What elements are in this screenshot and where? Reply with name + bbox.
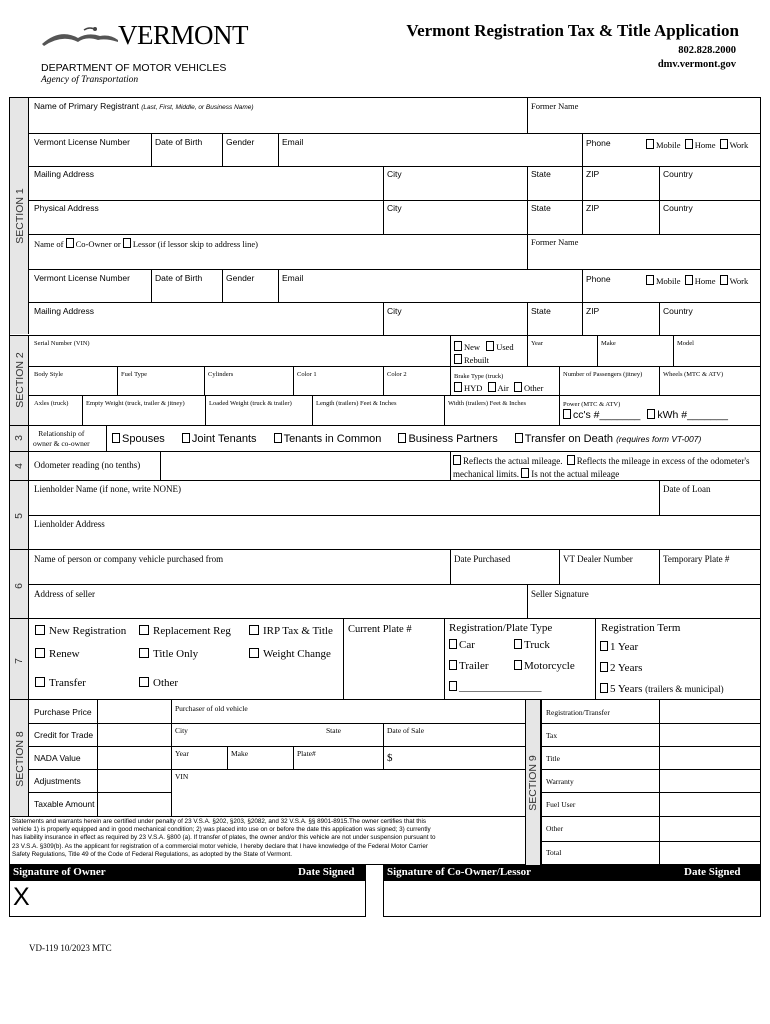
weight-change-label: Weight Change — [263, 648, 331, 660]
fuel-type-field[interactable]: Fuel Type — [121, 371, 147, 378]
registration-term-heading: Registration Term — [601, 622, 681, 634]
motorcycle-label: Motorcycle — [524, 660, 575, 672]
fee-warranty[interactable]: Warranty — [546, 777, 574, 786]
relationship-options — [112, 433, 701, 445]
vehicle-model-field[interactable]: Model — [677, 340, 694, 347]
section-1-label: SECTION 1 — [14, 188, 26, 244]
tenants-common-label: Tenants in Common — [283, 433, 382, 445]
transfer-label: Transfer — [49, 677, 86, 689]
physical-state-field[interactable]: State — [531, 203, 551, 213]
home-checkbox[interactable] — [685, 139, 693, 149]
car-checkbox[interactable] — [449, 639, 457, 649]
email-field[interactable]: Email — [282, 137, 304, 147]
ccs-label: cc's #_______ — [573, 409, 641, 422]
irp-checkbox[interactable] — [249, 625, 259, 635]
phone-type-options — [646, 139, 748, 150]
relationship-line2: owner & co-owner — [33, 439, 90, 449]
business-partners-label: Business Partners — [408, 433, 498, 445]
fee-total[interactable]: Total — [546, 848, 562, 857]
section-4-number: 4 — [13, 463, 25, 469]
new-registration-checkbox[interactable] — [35, 625, 45, 635]
temporary-plate-field[interactable]: Temporary Plate # — [663, 554, 730, 564]
passengers-field[interactable]: Number of Passengers (jitney) — [563, 371, 643, 378]
renew-label: Renew — [49, 648, 80, 660]
coowner-zip-field[interactable]: ZIP — [586, 306, 600, 316]
form-frame — [9, 97, 761, 865]
signature-x-mark: X — [13, 883, 30, 911]
coowner-gender-field[interactable]: Gender — [226, 273, 255, 283]
old-vin-field[interactable]: VIN — [175, 772, 189, 781]
replacement-reg-checkbox[interactable] — [139, 625, 149, 635]
coowner-home-label: Home — [694, 276, 716, 286]
coowner-mobile-checkbox[interactable] — [646, 275, 654, 285]
work-label: Work — [729, 140, 749, 150]
old-purchaser-field[interactable]: Purchaser of old vehicle — [175, 704, 248, 713]
weight-change-checkbox[interactable] — [249, 648, 259, 658]
old-year-field[interactable]: Year — [175, 749, 189, 758]
coowner-mobile-label: Mobile — [656, 276, 681, 286]
vehicle-make-field[interactable]: Make — [601, 340, 616, 347]
color1-field[interactable]: Color 1 — [297, 371, 317, 378]
trailer-label: Trailer — [459, 660, 489, 672]
certification-statement — [12, 818, 524, 859]
brake-other-label: Other — [524, 382, 544, 393]
excess-mileage-label: Reflects the mileage in excess of the — [576, 456, 709, 466]
purchase-price-field[interactable]: Purchase Price — [34, 707, 92, 717]
physical-address-field[interactable]: Physical Address — [34, 203, 99, 213]
brake-label: Brake Type (truck) — [454, 373, 504, 380]
plate-other-checkbox[interactable] — [449, 681, 457, 691]
credit-trade-field[interactable]: Credit for Trade — [34, 730, 94, 740]
irp-label: IRP Tax & Title — [263, 625, 333, 637]
one-year-label: 1 Year — [610, 641, 639, 653]
joint-tenants-checkbox[interactable] — [182, 433, 190, 443]
odometer-field[interactable]: Odometer reading (no tenths) — [34, 460, 141, 470]
physical-zip-field[interactable]: ZIP — [586, 203, 600, 213]
rebuilt-label: Rebuilt — [464, 354, 490, 365]
width-field[interactable]: Width (trailers) Feet & Inches — [448, 400, 527, 407]
dealer-number-field[interactable]: VT Dealer Number — [563, 554, 633, 564]
coowner-label-c: Lessor (if lessor skip to address line) — [132, 239, 258, 249]
air-label: Air — [497, 382, 509, 393]
lienholder-address-field[interactable]: Lienholder Address — [34, 519, 105, 529]
physical-country-field[interactable]: Country — [663, 203, 693, 213]
loaded-weight-field[interactable]: Loaded Weight (truck & trailer) — [209, 400, 292, 407]
replacement-reg-label: Replacement Reg — [153, 625, 231, 637]
purchased-from-field[interactable]: Name of person or company vehicle purchased from — [34, 554, 224, 564]
statement-line: vehicle 1) is properly equipped and in good mechanical condition; 2) was placed into use on or before the date this application was signed; 3) currently — [12, 826, 431, 834]
mailing-city-field[interactable]: City — [387, 169, 402, 179]
dmv-website: dmv.vermont.gov — [657, 59, 736, 70]
mailing-address-field[interactable]: Mailing Address — [34, 169, 95, 179]
tenants-common-checkbox[interactable] — [274, 433, 282, 443]
transfer-checkbox[interactable] — [35, 677, 45, 687]
coowner-label-a: Name of — [34, 239, 64, 249]
fee-registration-transfer[interactable]: Registration/Transfer — [546, 708, 610, 717]
mailing-state-field[interactable]: State — [531, 169, 551, 179]
phone-field[interactable]: Phone — [586, 138, 611, 148]
license-number-field[interactable]: Vermont License Number — [34, 137, 130, 147]
rebuilt-checkbox[interactable] — [454, 354, 462, 364]
business-partners-checkbox[interactable] — [398, 433, 406, 443]
actual-mileage-label: Reflects the actual mileage. — [463, 456, 563, 466]
used-checkbox[interactable] — [486, 341, 494, 351]
primary-name-hint: (Last, First, Middle, or Business Name) — [141, 104, 254, 111]
not-actual-label: Is not the actual mileage — [531, 469, 620, 480]
mountain-icon — [40, 24, 120, 48]
gender-field[interactable]: Gender — [226, 137, 255, 147]
work-checkbox[interactable] — [720, 139, 728, 149]
five-years-checkbox[interactable] — [600, 683, 608, 693]
renew-checkbox[interactable] — [35, 648, 45, 658]
transfer-on-death-label: Transfer on Death — [524, 433, 614, 445]
seller-address-field[interactable]: Address of seller — [34, 589, 95, 599]
joint-tenants-label: Joint Tenants — [191, 433, 257, 445]
old-city-field[interactable]: City — [175, 726, 188, 735]
spouses-label: Spouses — [122, 433, 165, 445]
coowner-signature-label: Signature of Co-Owner/Lessor — [387, 866, 532, 878]
current-plate-field[interactable]: Current Plate # — [348, 624, 412, 635]
fee-title[interactable]: Title — [546, 754, 560, 763]
date-purchased-field[interactable]: Date Purchased — [454, 554, 511, 564]
statement-line: Safety Regulations, Title 49 of the Code of Federal Regulations, as adopted by the State of Vermont. — [12, 850, 293, 858]
plate-other-line: _______________ — [459, 681, 542, 693]
title-only-checkbox[interactable] — [139, 648, 149, 658]
coowner-work-label: Work — [729, 276, 749, 286]
section-2-label: SECTION 2 — [14, 352, 26, 408]
section-9-label: SECTION 9 — [527, 755, 539, 811]
two-years-label: 2 Years — [610, 662, 643, 674]
lessor-checkbox[interactable] — [123, 238, 131, 248]
truck-label: Truck — [524, 639, 550, 651]
section-5-number: 5 — [13, 513, 25, 519]
coowner-signature-header — [383, 865, 761, 881]
department-name: DEPARTMENT OF MOTOR VEHICLES — [41, 62, 227, 74]
transfer-on-death-checkbox[interactable] — [515, 433, 523, 443]
coowner-phone-type-options — [646, 275, 748, 286]
owner-date-label: Date Signed — [298, 866, 355, 878]
relationship-line1: Relationship of — [38, 429, 85, 438]
statement-line: has liability insurance in effect as required by 23 V.S.A. §800 (a). If transfer of plates, the owner and/or this vehicle are not under suspension pursuant to — [12, 834, 436, 842]
relationship-label — [33, 429, 90, 449]
section-7-number: 7 — [13, 658, 25, 664]
other-checkbox[interactable] — [139, 677, 149, 687]
trailer-checkbox[interactable] — [449, 660, 457, 670]
coowner-license-field[interactable]: Vermont License Number — [34, 273, 130, 283]
air-checkbox[interactable] — [488, 382, 496, 392]
new-checkbox[interactable] — [454, 341, 462, 351]
form-title: Vermont Registration Tax & Title Application — [406, 21, 739, 40]
coowner-label-b: Co-Owner or — [75, 239, 121, 249]
owner-signature-label: Signature of Owner — [13, 866, 106, 878]
one-year-checkbox[interactable] — [600, 641, 608, 651]
statement-line: 23 V.S.A. §309(b). As the applicant for registration of a commercial motor vehicle, I hereby declare that I have knowledge of the Federal Motor Carrier — [12, 842, 428, 850]
nada-value-field[interactable]: NADA Value — [34, 753, 81, 763]
agency-name: Agency of Transportation — [41, 75, 139, 85]
actual-mileage-checkbox[interactable] — [453, 455, 461, 465]
loan-date-field[interactable]: Date of Loan — [663, 484, 711, 494]
coowner-signature-box[interactable] — [383, 881, 761, 917]
color2-field[interactable]: Color 2 — [387, 371, 407, 378]
mobile-checkbox[interactable] — [646, 139, 654, 149]
power-label: Power (MTC & ATV) — [563, 401, 621, 408]
sale-amount-field[interactable]: $ — [387, 752, 393, 764]
physical-city-field[interactable]: City — [387, 203, 402, 213]
body-style-field[interactable]: Body Style — [34, 371, 64, 378]
old-make-field[interactable]: Make — [231, 749, 249, 758]
old-plate-field[interactable]: Plate# — [297, 749, 316, 758]
seller-signature-field[interactable]: Seller Signature — [531, 589, 589, 599]
power-field — [563, 398, 728, 423]
other-label: Other — [153, 677, 179, 689]
adjustments-field[interactable]: Adjustments — [34, 776, 81, 786]
hyd-label: HYD — [464, 382, 483, 393]
coowner-country-field[interactable]: Country — [663, 306, 693, 316]
coowner-checkbox[interactable] — [66, 238, 74, 248]
new-registration-label: New Registration — [49, 625, 127, 637]
new-label: New — [464, 342, 481, 352]
spouses-checkbox[interactable] — [112, 433, 120, 443]
brake-other-checkbox[interactable] — [514, 382, 522, 392]
section-6-number: 6 — [13, 583, 25, 589]
form-id: VD-119 10/2023 MTC — [29, 943, 112, 953]
dmv-phone: 802.828.2000 — [678, 45, 736, 56]
excess-mileage-checkbox[interactable] — [567, 455, 575, 465]
coowner-mailing-address-field[interactable]: Mailing Address — [34, 306, 95, 316]
coowner-state-field[interactable]: State — [531, 306, 551, 316]
truck-checkbox[interactable] — [514, 639, 522, 649]
two-years-checkbox[interactable] — [600, 662, 608, 672]
taxable-amount-field[interactable]: Taxable Amount — [34, 799, 95, 809]
old-state-field[interactable]: State — [326, 726, 341, 735]
vin-field[interactable]: Serial Number (VIN) — [34, 340, 90, 347]
owner-signature-header — [9, 865, 366, 881]
coowner-former-name-field[interactable]: Former Name — [531, 237, 579, 247]
coowner-home-checkbox[interactable] — [685, 275, 693, 285]
fee-tax[interactable]: Tax — [546, 731, 558, 740]
kwh-checkbox[interactable] — [647, 409, 655, 419]
cylinders-field[interactable]: Cylinders — [208, 371, 234, 378]
coowner-city-field[interactable]: City — [387, 306, 402, 316]
home-label: Home — [694, 140, 716, 150]
car-label: Car — [459, 639, 475, 651]
date-of-birth-field[interactable]: Date of Birth — [155, 137, 203, 147]
title-only-label: Title Only — [153, 648, 199, 660]
logo-text: VERMONT — [118, 20, 248, 50]
mailing-zip-field[interactable]: ZIP — [586, 169, 600, 179]
axles-field[interactable]: Axles (truck) — [34, 400, 69, 407]
primary-registrant-name-field[interactable] — [34, 102, 254, 111]
transfer-on-death-note: (requires form VT-007) — [616, 434, 702, 444]
empty-weight-field[interactable]: Empty Weight (truck, trailer & jitney) — [86, 400, 185, 407]
limits-label: odometer's mechanical limits. — [453, 456, 750, 480]
plate-type-heading: Registration/Plate Type — [449, 622, 553, 634]
coowner-email-field[interactable]: Email — [282, 273, 304, 283]
coowner-dob-field[interactable]: Date of Birth — [155, 273, 203, 283]
former-name-field[interactable]: Former Name — [531, 101, 579, 111]
not-actual-checkbox[interactable] — [521, 468, 529, 478]
section-3-number: 3 — [13, 435, 25, 441]
five-years-label: 5 Years — [610, 683, 643, 695]
mailing-country-field[interactable]: Country — [663, 169, 693, 179]
coowner-name-field[interactable] — [34, 238, 258, 249]
vehicle-year-field[interactable]: Year — [531, 340, 543, 347]
condition-options — [454, 341, 514, 367]
lienholder-name-field[interactable]: Lienholder Name (if none, write NONE) — [34, 484, 181, 494]
owner-signature-box[interactable] — [9, 881, 366, 917]
coowner-phone-field[interactable]: Phone — [586, 274, 611, 284]
sale-date-field[interactable]: Date of Sale — [387, 726, 425, 735]
fee-fuel-user[interactable]: Fuel User — [546, 800, 576, 809]
mileage-options — [453, 455, 758, 480]
vermont-logo — [40, 20, 255, 54]
section-8-label: SECTION 8 — [14, 731, 26, 787]
primary-name-label: Name of Primary Registrant — [34, 101, 139, 111]
fee-other[interactable]: Other — [546, 824, 564, 833]
mobile-label: Mobile — [656, 140, 681, 150]
kwh-label: kWh #_______ — [657, 409, 728, 422]
coowner-work-checkbox[interactable] — [720, 275, 728, 285]
length-field[interactable]: Length (trailers) Feet & Inches — [316, 400, 397, 407]
motorcycle-checkbox[interactable] — [514, 660, 522, 670]
used-label: Used — [496, 342, 514, 352]
brake-type-field — [454, 370, 543, 395]
five-years-note: (trailers & municipal) — [645, 684, 724, 694]
hyd-checkbox[interactable] — [454, 382, 462, 392]
ccs-checkbox[interactable] — [563, 409, 571, 419]
statement-line: Statements and warrants herein are certified under penalty of 23 V.S.A. §202, §203, §2082, and 32 V.S.A. §§ 8901-8915.The owner certifies that this — [12, 818, 426, 825]
coowner-date-label: Date Signed — [684, 866, 741, 878]
wheels-field[interactable]: Wheels (MTC & ATV) — [663, 371, 724, 378]
